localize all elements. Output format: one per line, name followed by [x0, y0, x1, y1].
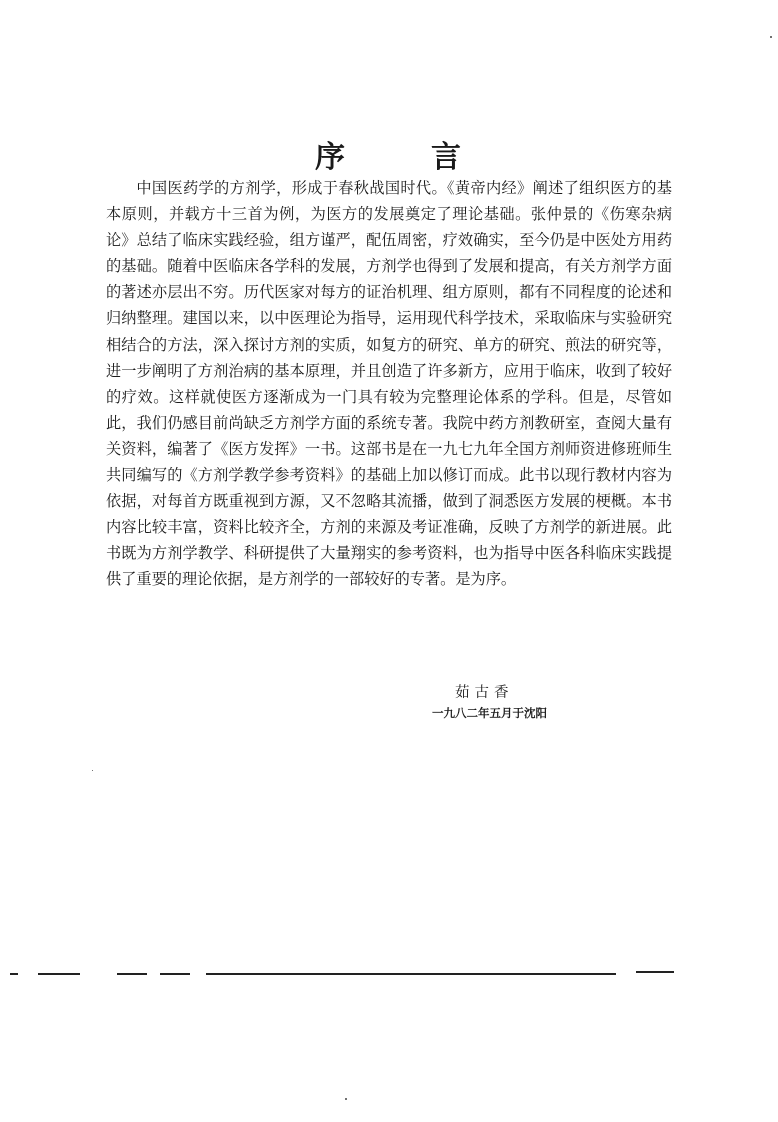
- scan-artifact-line: [117, 973, 147, 975]
- title-char-1: 序: [315, 140, 347, 176]
- scan-artifact-line: [636, 971, 674, 973]
- scan-artifact-speck: [345, 1098, 347, 1100]
- scan-artifact-speck: [770, 36, 772, 38]
- title-char-2: 言: [431, 140, 463, 176]
- scan-artifact-line: [10, 973, 18, 975]
- scan-artifact-speck: [92, 770, 93, 771]
- scan-artifact-line: [38, 973, 80, 975]
- preface-body: 中国医药学的方剂学，形成于春秋战国时代。《黄帝内经》阐述了组织医方的基本原则，并载方十三首为例，为医方的发展奠定了理论基础。张仲景的《伤寒杂病论》总结了临床实践经验，组方谨严，配伍周密，疗效确实，至今仍是中医处方用药的基础。随着中医临床各学科的发展，方剂学也得到了发展和提高，有关方剂学方面的著述亦层出不穷。历代医家对每方的证治机理、组方原则，都有不同程度的论述和归纳整理。建国以来，以中医理论为指导，运用现代科学技术，采取临床与实验研究相结合的方法，深入探讨方剂的实质，如复方的研究、单方的研究、煎法的研究等，进一步阐明了方剂治病的基本原理，并且创造了许多新方，应用于临床，收到了较好的疗效。这样就使医方逐渐成为一门具有较为完整理论体系的学科。但是，尽管如此，我们仍感目前尚缺乏方剂学方面的系统专著。我院中药方剂教研室，查阅大量有关资料，编著了《医方发挥》一书。这部书是在一九七九年全国方剂师资进修班师生共同编写的《方剂学教学参考资料》的基础上加以修订而成。此书以现行教材内容为依据，对每首方既重视到方源，又不忽略其流播，做到了洞悉医方发展的梗概。本书内容比较丰富，资料比较齐全，方剂的来源及考证准确，反映了方剂学的新进展。此书既为方剂学教学、科研提供了大量翔实的参考资料，也为指导中医各科临床实践提供了重要的理论依据，是方剂学的一部较好的专著。是为序。: [106, 179, 672, 589]
- scan-artifact-line: [206, 973, 616, 975]
- scan-artifact-line: [160, 973, 190, 975]
- signature-date: 一九八二年五月于沈阳: [432, 706, 547, 720]
- preface-title: [0, 132, 778, 176]
- author-signature: 茹古香: [455, 685, 514, 701]
